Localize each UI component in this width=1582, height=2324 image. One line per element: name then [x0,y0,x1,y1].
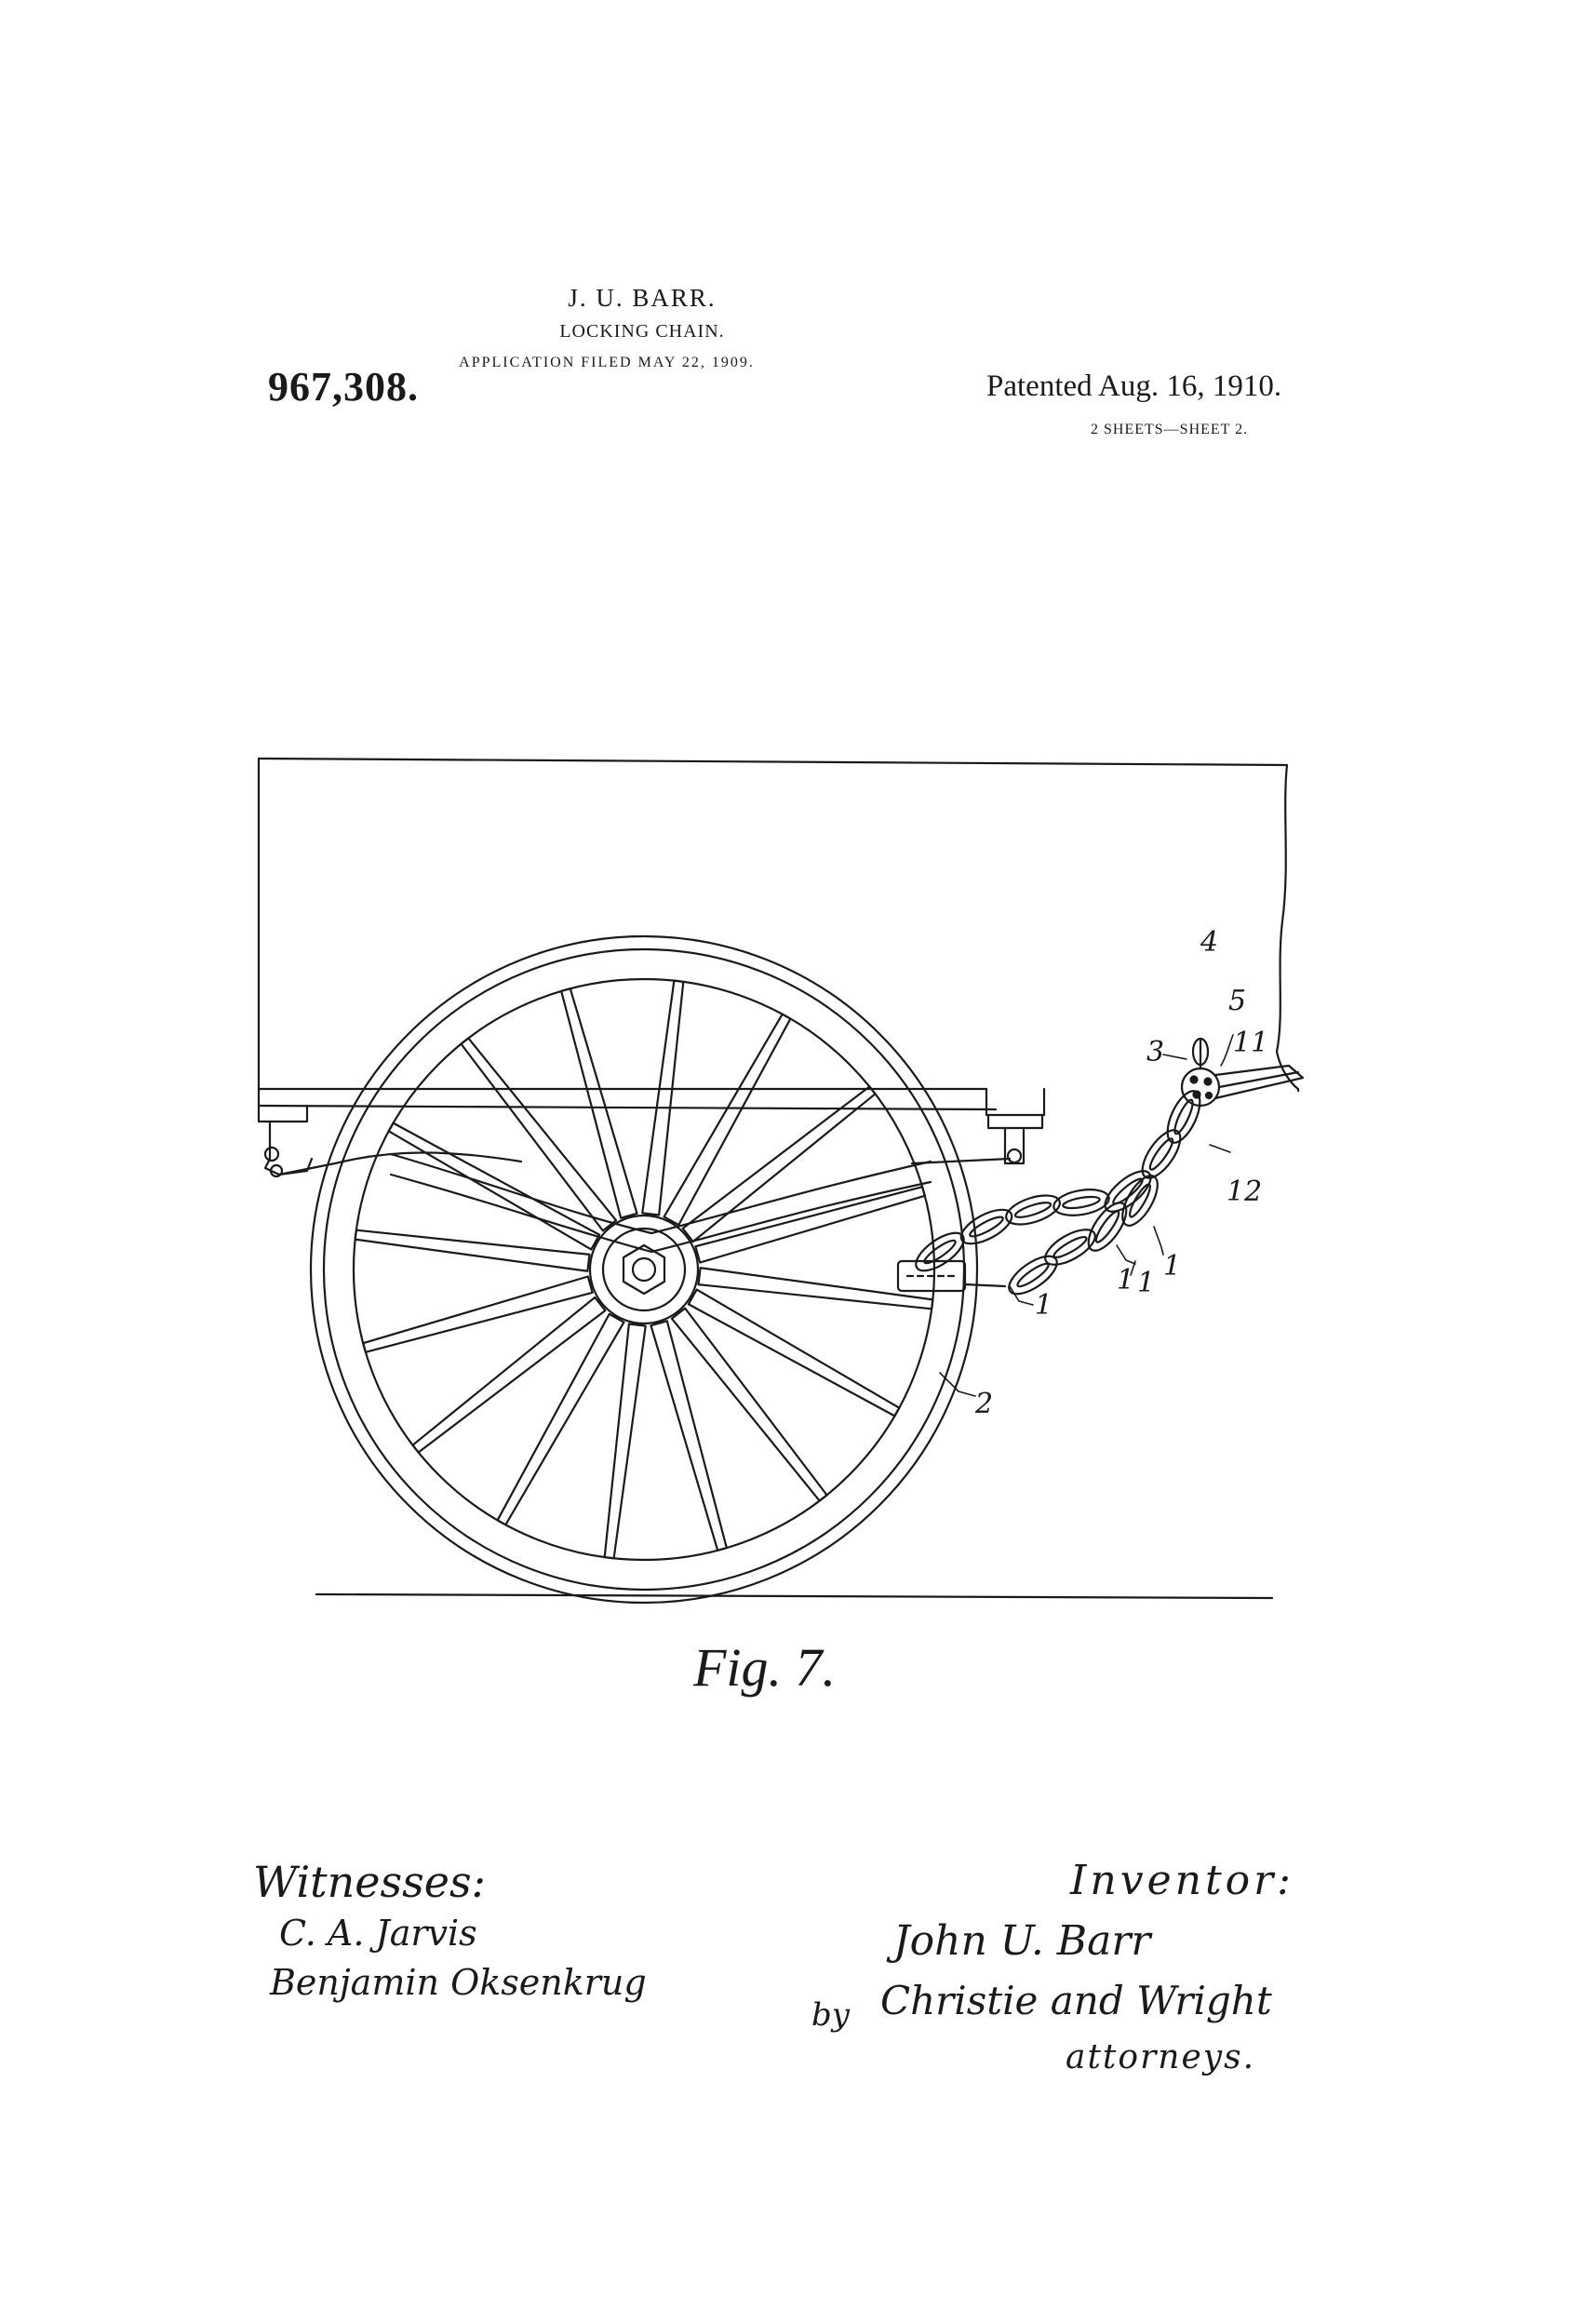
attorney-by-prefix: by [811,1996,850,2034]
ref-3: 3 [1146,1036,1165,1068]
witnesses-heading: Witnesses: [253,1857,487,1907]
ref-11: 11 [1233,1027,1269,1059]
ground-line [316,1594,1272,1598]
figure-label: Fig. 7. [693,1637,837,1698]
wheel [311,936,977,1603]
invention-title: LOCKING CHAIN. [559,321,725,342]
chain-link-inner [1062,1195,1100,1211]
sheet-info: 2 SHEETS—SHEET 2. [1091,422,1249,437]
wagon-body [259,759,1298,1109]
chain-link-inner [1093,1209,1121,1245]
chain-link-inner [1015,1260,1052,1289]
attorney-signature: Christie and Wright [880,1978,1272,2023]
wheel-spoke [605,1323,646,1558]
application-filed-date: APPLICATION FILED MAY 22, 1909. [459,355,755,370]
ref-12: 12 [1227,1175,1263,1208]
chain-link [956,1202,1016,1250]
wheel-spoke [695,1187,924,1262]
witness-signature-2: Benjamin Oksenkrug [270,1962,647,2003]
wheel-spoke [650,1321,726,1550]
ref-1b: 1 [1117,1264,1135,1296]
ref-4: 4 [1200,926,1219,959]
chain-link-inner [1127,1182,1154,1219]
inventor-signature: John U. Barr [893,1917,1151,1965]
reference-numerals [974,926,1268,1420]
ref-2: 2 [975,1388,994,1420]
ref-5: 5 [1228,985,1247,1017]
wheel-spoke [363,1276,592,1351]
ref-1d: 1 [1137,1267,1156,1299]
inventor-name: J. U. BARR. [568,284,717,312]
patented-date: Patented Aug. 16, 1910. [986,369,1282,403]
wheel-spoke [642,981,683,1216]
patent-number: 967,308. [268,364,419,410]
witness-signature-1: C. A. Jarvis [279,1913,477,1954]
ref-1a: 1 [1035,1289,1053,1322]
ref-1c: 1 [1163,1250,1182,1283]
wheel-spokes [355,981,933,1559]
inventor-heading: Inventor: [1070,1857,1294,1904]
attorneys-label: attorneys. [1066,2038,1256,2076]
chain-link-inner [1052,1234,1089,1261]
wheel-spoke [355,1230,590,1271]
locking-chain [898,1039,1303,1301]
wheel-spoke [561,988,637,1217]
